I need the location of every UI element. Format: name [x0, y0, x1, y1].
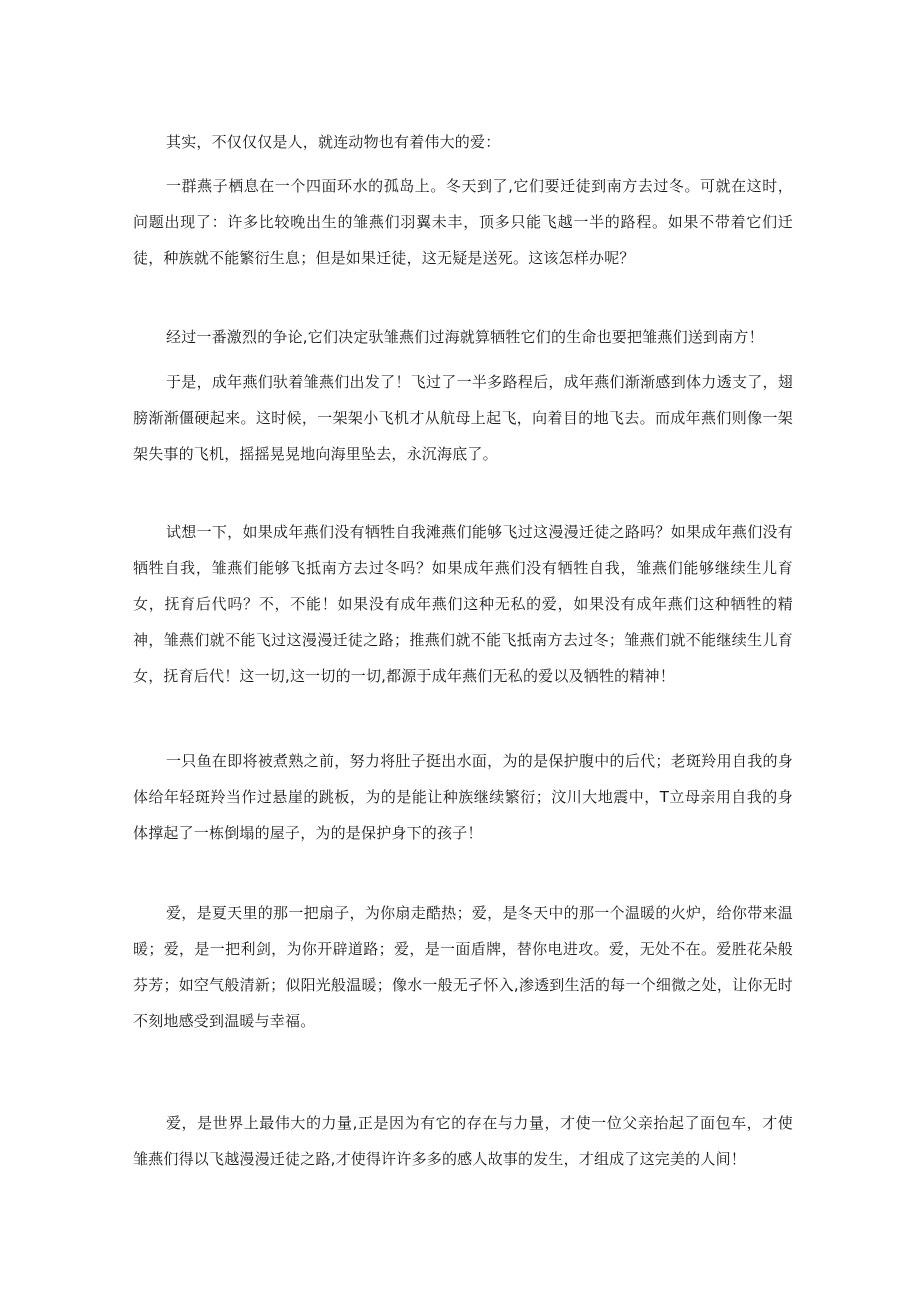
paragraph-reflection: 试想一下，如果成年燕们没有牺牲自我滩燕们能够飞过这漫漫迁徒之路吗？如果成年燕们没有牺牲自我，雏燕们能够飞抵南方去过冬吗？如果成年燕们没有牺牲自我，雏燕们能够继续生儿育女，抚育后代吗？不，不能！如果没有成年燕们这种无私的爱，如果没有成年燕们这种牺牲的精神，雏燕们就不能飞过这漫漫迁徒之路；推燕们就不能飞抵南方去过冬；雏燕们就不能继续生儿育女，抚育后代！这一切,这一切的一切,都源于成年燕们无私的爱以及牺牲的精神！: [133, 523, 793, 685]
paragraph-intro: 其实，不仅仅仅是人，就连动物也有着伟大的爱：: [166, 133, 501, 151]
paragraph-departure: 于是，成年燕们驮着雏燕们出发了！飞过了一半多路程后，成年燕们渐渐感到体力透支了，翅膀渐渐僵硬起来。这时候，一架架小飞机才从航母上起飞，向着目的地飞去。而成年燕们则像一架架失事的飞机，摇摇晃晃地向海里坠去，永沉海底了。: [133, 373, 793, 463]
paragraph-swallows-story: 一群燕子栖息在一个四面环水的孤岛上。冬天到了,它们要迁徒到南方去过冬。可就在这时，问题出现了：许多比较晚出生的雏燕们羽翼未丰，顶多只能飞越一半的路程。如果不带着它们迁徒，种族就不能繁衍生息；但是如果迁徒，这无疑是送死。这该怎样办呢？: [133, 177, 793, 267]
paragraph-conclusion: 爱，是世界上最伟大的力量,正是因为有它的存在与力量，才使一位父亲抬起了面包车，才使雏燕们得以飞越漫漫迁徒之路,才使得许许多多的感人故事的发生，才组成了这完美的人间！: [133, 1114, 793, 1168]
paragraph-examples: 一只鱼在即将被煮熟之前，努力将肚子挺出水面，为的是保护腹中的后代；老斑羚用自我的身体给年轻斑羚当作过悬崖的跳板，为的是能让种族继续繁衍；汶川大地震中，T立母亲用自我的身体撑起了一栋倒塌的屋子，为的是保护身下的孩子！: [133, 752, 793, 842]
paragraph-love-metaphors: 爱，是夏天里的那一把扇子，为你扇走酷热；爱，是冬天中的那一个温暖的火炉，给你带来温暖；爱，是一把利剑，为你开辟道路；爱，是一面盾牌，替你电进攻。爱，无处不在。爱胜花朵般芬芳；如空气般清新；似阳光般温暖；像水一般无孑怀入,渗透到生活的每一个细微之处，让你无时不刻地感受到温暖与幸福。: [133, 904, 793, 1030]
paragraph-decision: 经过一番激烈的争论,它们决定驮雏燕们过海就算牺牲它们的生命也要把雏燕们送到南方！: [166, 328, 764, 346]
